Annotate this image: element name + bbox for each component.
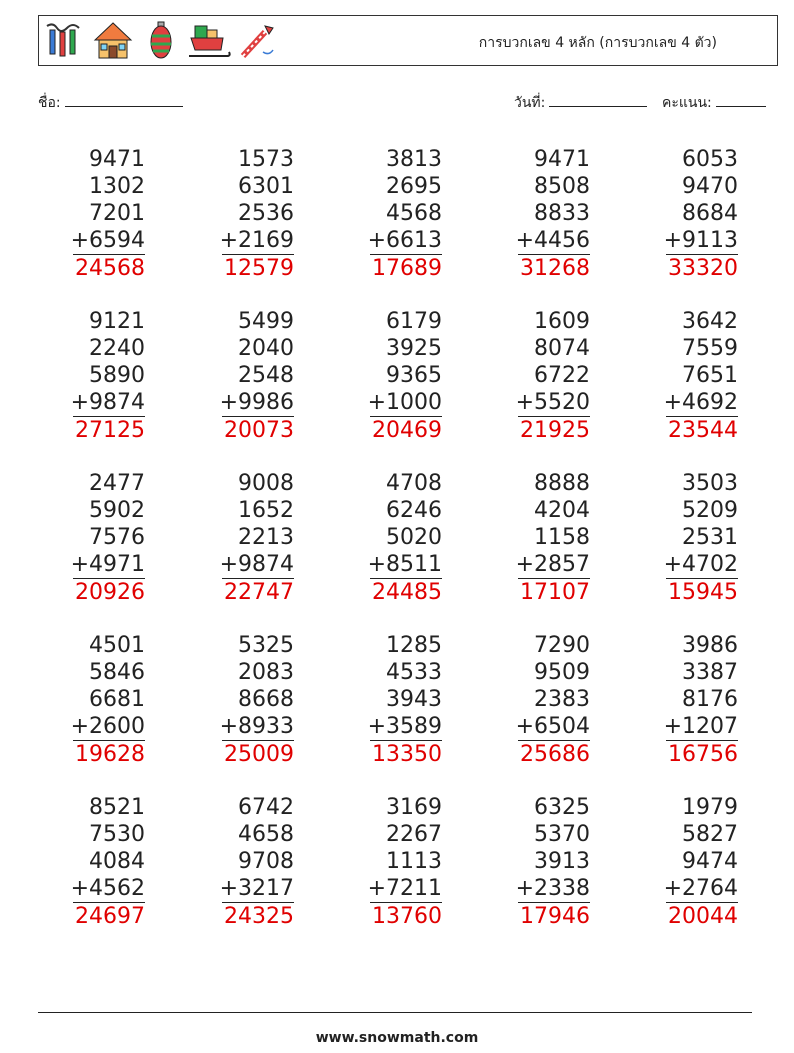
answer: 21925 (520, 418, 590, 443)
date-label: วันที่: (514, 95, 546, 111)
addend: 9471 (534, 147, 590, 172)
addend: 2695 (386, 174, 442, 199)
addend: 1573 (238, 147, 294, 172)
addend-last: +4456 (515, 228, 590, 253)
answer: 13760 (372, 904, 442, 929)
addend: 2536 (238, 201, 294, 226)
addend-last: +9874 (219, 552, 294, 577)
problem-16 (45, 632, 145, 769)
answer: 15945 (668, 580, 738, 605)
addend: 3813 (386, 147, 442, 172)
ornament-icon (139, 20, 183, 62)
answer: 12579 (224, 256, 294, 281)
addend: 2213 (238, 525, 294, 550)
addend-last: +2857 (515, 552, 590, 577)
answer: 25009 (224, 742, 294, 767)
addend: 9470 (682, 174, 738, 199)
addend: 1652 (238, 498, 294, 523)
addend: 8888 (534, 471, 590, 496)
answer: 31268 (520, 256, 590, 281)
addend: 3642 (682, 309, 738, 334)
footer-divider (38, 1012, 752, 1013)
addend: 5325 (238, 633, 294, 658)
answer: 22747 (224, 580, 294, 605)
addend-last: +3589 (367, 714, 442, 739)
answer: 16756 (668, 742, 738, 767)
addend: 6742 (238, 795, 294, 820)
addend: 6053 (682, 147, 738, 172)
header-icons (43, 20, 279, 62)
addend: 4204 (534, 498, 590, 523)
addend: 8074 (534, 336, 590, 361)
addend: 9708 (238, 849, 294, 874)
answer: 27125 (75, 418, 145, 443)
addend: 1158 (534, 525, 590, 550)
addend-last: +9874 (70, 390, 145, 415)
problem-23 (342, 794, 442, 931)
addend: 3387 (682, 660, 738, 685)
addend: 5209 (682, 498, 738, 523)
addend-last: +1000 (367, 390, 442, 415)
addend: 9474 (682, 849, 738, 874)
worksheet-title: การบวกเลข 4 หลัก (การบวกเลข 4 ตัว) (478, 35, 717, 51)
addend: 5020 (386, 525, 442, 550)
problem-15 (638, 470, 738, 607)
addend: 3943 (386, 687, 442, 712)
addend: 2383 (534, 687, 590, 712)
addend: 4533 (386, 660, 442, 685)
sleigh-icon (187, 20, 231, 62)
problem-11 (45, 470, 145, 607)
addend-last: +6594 (70, 228, 145, 253)
answer: 20044 (668, 904, 738, 929)
addend: 9509 (534, 660, 590, 685)
addend: 7651 (682, 363, 738, 388)
addend: 4568 (386, 201, 442, 226)
answer: 24568 (75, 256, 145, 281)
addend-last: +5520 (515, 390, 590, 415)
addend: 9471 (89, 147, 145, 172)
answer: 25686 (520, 742, 590, 767)
addend-last: +8511 (367, 552, 442, 577)
addend-last: +3217 (219, 876, 294, 901)
worksheet-header (38, 15, 778, 66)
answer: 19628 (75, 742, 145, 767)
addend-last: +8933 (219, 714, 294, 739)
addend: 9121 (89, 309, 145, 334)
problem-5 (638, 146, 738, 283)
addend: 1285 (386, 633, 442, 658)
addend: 7290 (534, 633, 590, 658)
addend: 8521 (89, 795, 145, 820)
problem-12 (194, 470, 294, 607)
addend: 8833 (534, 201, 590, 226)
problem-6 (45, 308, 145, 445)
addend: 4708 (386, 471, 442, 496)
addend: 5890 (89, 363, 145, 388)
problem-2 (194, 146, 294, 283)
addend: 5370 (534, 822, 590, 847)
problem-14 (490, 470, 590, 607)
addend: 6722 (534, 363, 590, 388)
addend: 3986 (682, 633, 738, 658)
lights-icon (43, 20, 87, 62)
problem-9 (490, 308, 590, 445)
problem-21 (45, 794, 145, 931)
addend: 2040 (238, 336, 294, 361)
addend: 6301 (238, 174, 294, 199)
addend: 4084 (89, 849, 145, 874)
addend: 2531 (682, 525, 738, 550)
answer: 20073 (224, 418, 294, 443)
addend: 7576 (89, 525, 145, 550)
date-field[interactable] (514, 92, 647, 114)
name-line[interactable] (65, 92, 183, 107)
addend: 6325 (534, 795, 590, 820)
answer: 24325 (224, 904, 294, 929)
addend: 5846 (89, 660, 145, 685)
addend: 1609 (534, 309, 590, 334)
answer: 20469 (372, 418, 442, 443)
addend: 5827 (682, 822, 738, 847)
problem-1 (45, 146, 145, 283)
answer: 17107 (520, 580, 590, 605)
addend: 3913 (534, 849, 590, 874)
addend: 6681 (89, 687, 145, 712)
addend-last: +4971 (70, 552, 145, 577)
addend: 7559 (682, 336, 738, 361)
problem-22 (194, 794, 294, 931)
addend: 8508 (534, 174, 590, 199)
answer: 24485 (372, 580, 442, 605)
date-line[interactable] (549, 92, 647, 107)
name-field[interactable] (38, 92, 183, 114)
addend-last: +2764 (663, 876, 738, 901)
addend: 4501 (89, 633, 145, 658)
score-label: คะแนน: (662, 95, 712, 111)
firework-icon (235, 20, 279, 62)
addend: 6246 (386, 498, 442, 523)
addend-last: +2338 (515, 876, 590, 901)
addend: 1979 (682, 795, 738, 820)
answer: 33320 (668, 256, 738, 281)
addend-last: +6504 (515, 714, 590, 739)
addend: 2477 (89, 471, 145, 496)
problem-25 (638, 794, 738, 931)
addend: 2267 (386, 822, 442, 847)
addend: 7201 (89, 201, 145, 226)
addend: 9008 (238, 471, 294, 496)
addend: 8668 (238, 687, 294, 712)
addend: 8176 (682, 687, 738, 712)
answer: 17946 (520, 904, 590, 929)
problem-17 (194, 632, 294, 769)
footer-site: www.snowmath.com (315, 1030, 479, 1046)
addend-last: +1207 (663, 714, 738, 739)
addend: 1302 (89, 174, 145, 199)
addend: 7530 (89, 822, 145, 847)
addend-last: +4692 (663, 390, 738, 415)
problem-3 (342, 146, 442, 283)
addend: 1113 (386, 849, 442, 874)
problem-8 (342, 308, 442, 445)
answer: 24697 (75, 904, 145, 929)
addend: 5902 (89, 498, 145, 523)
problem-13 (342, 470, 442, 607)
answer: 17689 (372, 256, 442, 281)
addend: 9365 (386, 363, 442, 388)
addend-last: +2600 (70, 714, 145, 739)
addend: 2240 (89, 336, 145, 361)
problem-20 (638, 632, 738, 769)
addend-last: +9986 (219, 390, 294, 415)
addend: 2083 (238, 660, 294, 685)
problem-4 (490, 146, 590, 283)
answer: 23544 (668, 418, 738, 443)
addend-last: +4562 (70, 876, 145, 901)
addend-last: +7211 (367, 876, 442, 901)
addend-last: +4702 (663, 552, 738, 577)
answer: 13350 (372, 742, 442, 767)
answer: 20926 (75, 580, 145, 605)
addend: 5499 (238, 309, 294, 334)
addend-last: +9113 (663, 228, 738, 253)
problem-7 (194, 308, 294, 445)
addend: 8684 (682, 201, 738, 226)
score-field[interactable] (662, 92, 766, 114)
addend: 3925 (386, 336, 442, 361)
problem-10 (638, 308, 738, 445)
addend: 3503 (682, 471, 738, 496)
problem-18 (342, 632, 442, 769)
score-line[interactable] (716, 92, 766, 107)
addend: 6179 (386, 309, 442, 334)
addend: 2548 (238, 363, 294, 388)
addend: 4658 (238, 822, 294, 847)
addend-last: +6613 (367, 228, 442, 253)
addend: 3169 (386, 795, 442, 820)
addend-last: +2169 (219, 228, 294, 253)
problem-19 (490, 632, 590, 769)
name-label: ชื่อ: (38, 95, 61, 111)
problem-24 (490, 794, 590, 931)
house-icon (91, 20, 135, 62)
